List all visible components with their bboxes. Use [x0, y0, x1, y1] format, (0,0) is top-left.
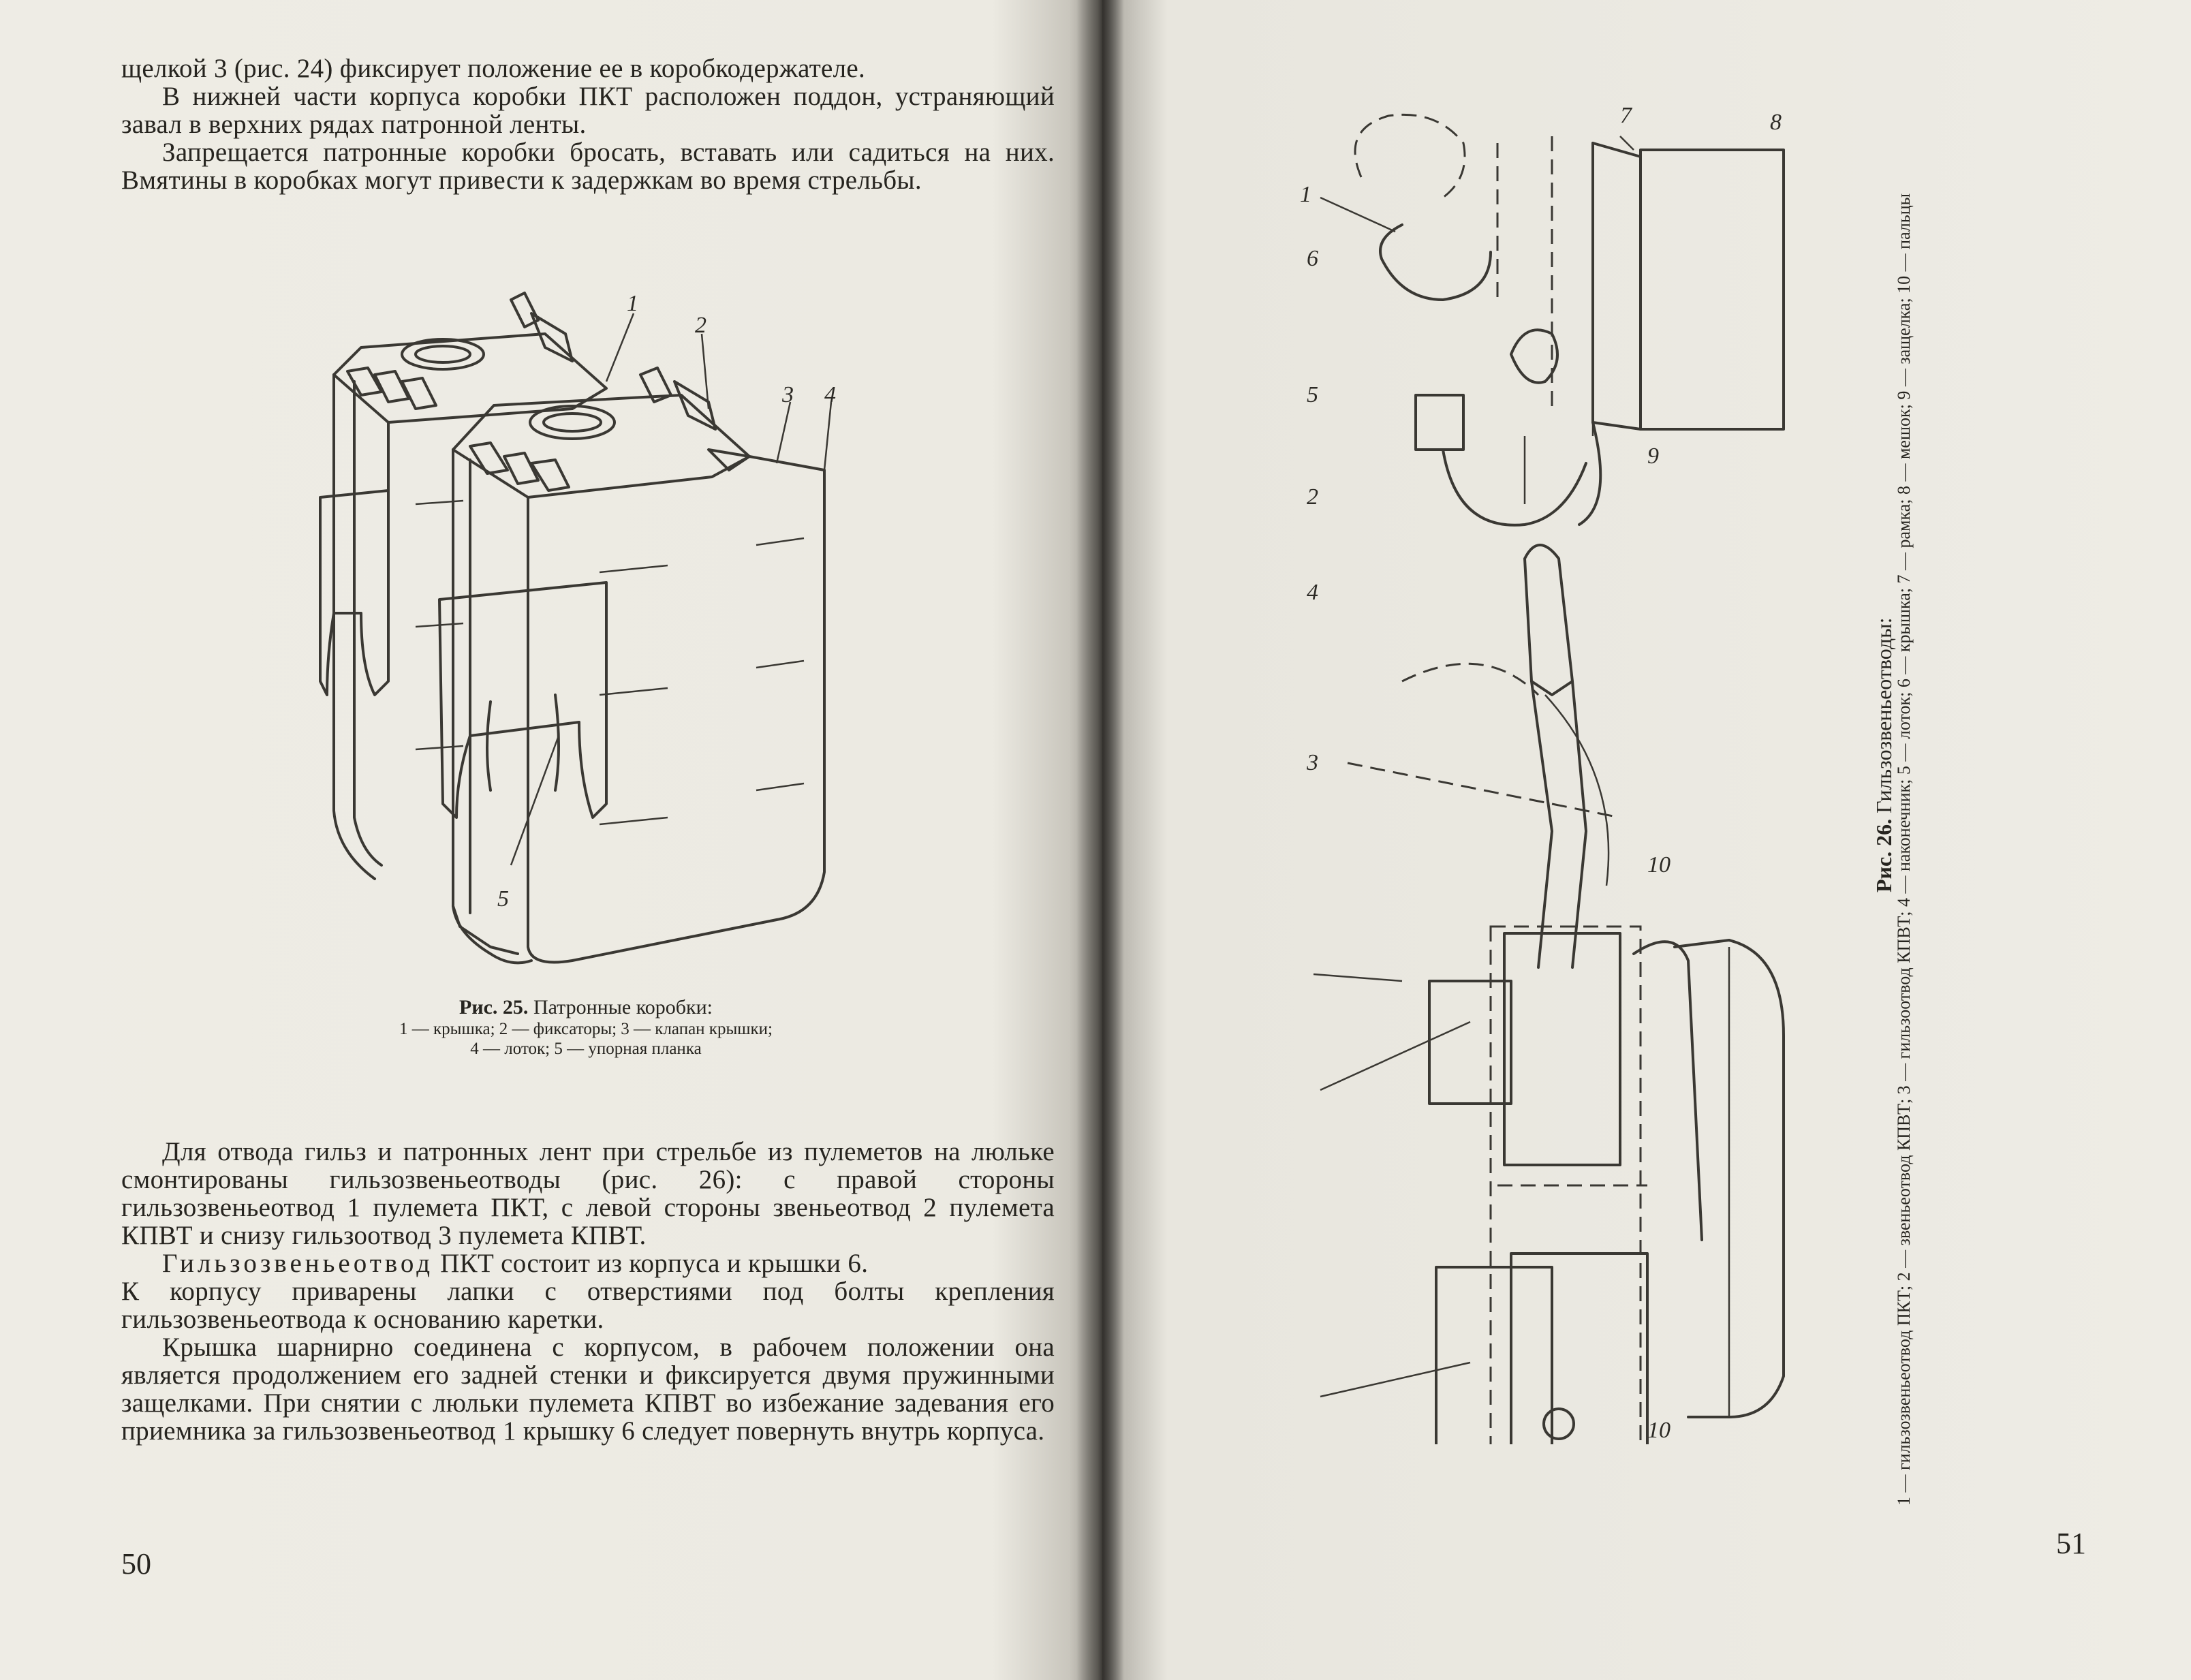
figure-25-number: Рис. 25. [459, 996, 529, 1018]
body-paragraph-3: Крышка шарнирно соединена с корпусом, в рабочем положении она является продолжением его задней стенки и фиксируется двумя пружинными защелками. При снятии с люльки пулемета КПВТ во избежание задевания его приемника за гильзозвеньеотвод 1 крышку 6 следует повернуть внутрь корпуса. [121, 1333, 1055, 1446]
fig25-label-1: 1 [627, 291, 638, 316]
top-assembly [1355, 114, 1784, 525]
fig25-label-4: 4 [824, 382, 836, 407]
figure-26-legend: 1 — гильзозвеньеотвод ПКТ; 2 — звеньеотвод КПВТ; 3 — гильзоотвод КПВТ; 4 — наконечник; 5 — лоток; 6 — крышка; 7 — рамка; 8 — мешок; 9 — защелка; 10 — пальцы [1894, 193, 1914, 1506]
intro-paragraph-2: В нижней части корпуса коробки ПКТ расположен поддон, устраняющий завал в верхних рядах патронной ленты. [121, 82, 1055, 139]
figure-26-number: Рис. 26. [1871, 818, 1896, 892]
body-paragraph-2: К корпусу приварены лапки с отверстиями под болты крепления гильзозвеньеотвода к основанию каретки. [121, 1277, 1055, 1334]
right-page-number: 51 [2056, 1527, 2086, 1560]
fig26-label-9: 9 [1647, 444, 1659, 469]
figure-25-legend-line2: 4 — лоток; 5 — упорная планка [470, 1040, 702, 1058]
figure-25-cartridge-boxes [286, 273, 933, 988]
figure-25-title [245, 996, 927, 1019]
fig26-label-8: 8 [1770, 110, 1782, 135]
fig26-label-10-bottom: 10 [1647, 1418, 1671, 1443]
figure-25-legend-line1: 1 — крышка; 2 — фиксаторы; 3 — клапан крышки; [399, 1020, 773, 1038]
fig26-label-1-top: 1 [1300, 182, 1311, 207]
figure-26-deflectors [1266, 82, 1947, 1444]
figure-26-caption [1871, 41, 1935, 1506]
body-paragraph-1: Для отвода гильз и патронных лент при стрельбе из пулеметов на люльке смонтированы гильзозвеньеотводы (рис. 26): с правой стороны гильзозвеньеотвод 1 пулемета ПКТ, с левой стороны звеньеотвод 2 пулемета КПВТ и снизу гильзоотвод 3 пулемета КПВТ. [121, 1137, 1055, 1250]
fig25-label-5: 5 [497, 886, 509, 912]
figure-25-caption [245, 996, 927, 1059]
right-page [1102, 0, 2191, 1680]
left-body-text [121, 1138, 1055, 1445]
book-spine-shadow [1076, 0, 1124, 1680]
figure-25-title-text: Патронные коробки: [533, 996, 713, 1018]
spaced-term: Гильзозвеньеотвод [162, 1249, 434, 1278]
fig26-label-6: 6 [1307, 246, 1318, 271]
fig26-label-4: 4 [1307, 580, 1318, 605]
fig26-label-10-top: 10 [1647, 852, 1671, 877]
middle-assembly [1348, 545, 1620, 967]
body-paragraph-2-heading [121, 1249, 1055, 1277]
intro-paragraph-3: Запрещается патронные коробки бросать, вставать или садиться на них. Вмятины в коробках могут привести к задержкам во время стрельбы. [121, 138, 1055, 195]
fig25-label-3: 3 [782, 382, 794, 407]
intro-paragraph-1: щелкой 3 (рис. 24) фиксирует положение ее в коробкодержателе. [121, 54, 866, 83]
figure-26-title [1871, 41, 1896, 892]
fig26-label-5: 5 [1307, 382, 1318, 407]
left-page-number: 50 [121, 1547, 151, 1581]
spaced-rest: ПКТ состоит из корпуса и крышки 6. [433, 1249, 869, 1278]
fig25-label-2: 2 [695, 313, 706, 338]
lower-assembly [1429, 927, 1784, 1444]
fig26-label-7: 7 [1620, 103, 1632, 128]
left-intro-text [121, 55, 1055, 194]
fig26-label-3: 3 [1307, 750, 1318, 775]
figure-26-title-text: Гильзозвеньеотводы: [1871, 617, 1896, 813]
front-box [439, 368, 824, 963]
fig26-label-2-top: 2 [1307, 484, 1318, 510]
